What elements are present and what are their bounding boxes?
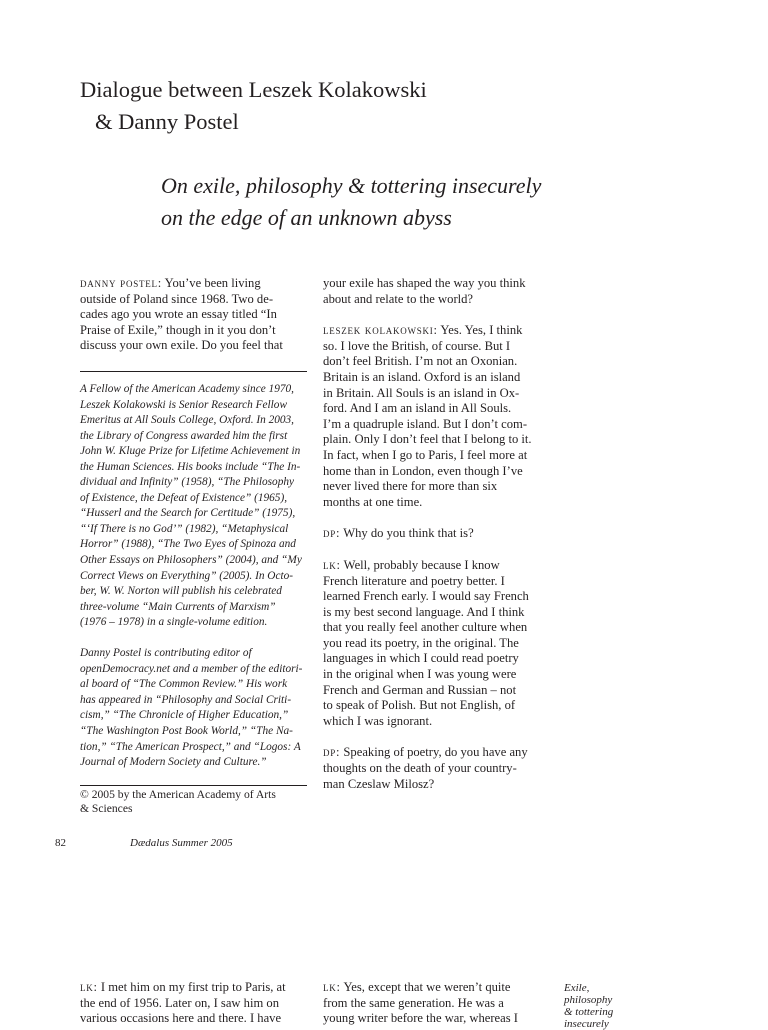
divider-rule [80, 785, 307, 786]
next-page-left-column [80, 980, 286, 1027]
bio-line: dividual and Infinity” (1958), “The Philosophy [80, 476, 295, 489]
dialogue-line [80, 980, 286, 996]
dialogue-line: the end of 1956. Later on, I saw him on [80, 995, 280, 1010]
speaker-label: leszek kolakowski: [323, 323, 438, 338]
dialogue-line: is my best second language. And I think [323, 604, 525, 619]
dialogue-line: discuss your own exile. Do you feel that [80, 338, 283, 353]
copyright-line: © 2005 by the American Academy of Arts [80, 788, 276, 801]
margin-line: insecurely [564, 1018, 609, 1030]
divider-rule [80, 371, 307, 372]
bio-line: A Fellow of the American Academy since 1970, [80, 383, 294, 395]
dialogue-line: which I was ignorant. [323, 713, 433, 728]
dialogue-text: You’ve been living [161, 276, 261, 290]
dialogue-line: to speak of Polish. But not English, of [323, 698, 516, 713]
dialogue-line: home than in London, even though I’ve [323, 463, 523, 478]
dialogue-text: I met him on my first trip to Paris, at [97, 980, 286, 994]
dialogue-line: French literature and poetry better. I [323, 573, 505, 588]
page-number: 82 [55, 837, 66, 849]
margin-line: & tottering [564, 1006, 614, 1018]
journal-footer: Dædalus Summer 2005 [130, 837, 233, 849]
dialogue-line: young writer before the war, whereas I [323, 1011, 518, 1026]
speaker-label: danny postel: [80, 276, 162, 290]
dialogue-text: Speaking of poetry, do you have any [340, 745, 528, 760]
copyright-line: & Sciences [80, 802, 133, 815]
bio-line: “‘If There is no God’” (1982), “Metaphysical [80, 522, 289, 535]
bio-line: John W. Kluge Prize for Lifetime Achievement in [80, 445, 301, 458]
bio-line: of Existence, the Defeat of Existence” (1965), [80, 491, 288, 504]
margin-line: Exile, [564, 982, 590, 994]
column-right-dialogue [323, 276, 555, 792]
dialogue-line: In fact, when I go to Paris, I feel more at [323, 447, 528, 462]
bio-line: has appeared in “Philosophy and Social Criti- [80, 693, 292, 706]
dialogue-line: cades ago you wrote an essay titled “In [80, 307, 277, 322]
bio-line: al board of “The Common Review.” His work [80, 678, 288, 691]
dialogue-line: thoughts on the death of your country- [323, 761, 517, 776]
dialogue-line: in the original when I was young were [323, 667, 517, 682]
bio-line: openDemocracy.net and a member of the editori- [80, 662, 303, 675]
dialogue-line [323, 980, 518, 996]
article-subtitle [161, 170, 721, 233]
speaker-label: lk: [323, 980, 341, 994]
bio-kolakowski [80, 382, 310, 631]
bio-line: Horror” (1988), “The Two Eyes of Spinoza and [80, 538, 296, 551]
bio-line: Emeritus at All Souls College, Oxford. In 2003, [80, 414, 295, 427]
dialogue-line [323, 526, 555, 542]
dialogue-line: Britain is an island. Oxford is an island [323, 369, 521, 384]
speaker-label: lk: [323, 557, 341, 572]
bio-line: (1976 – 1978) in a single-volume edition. [80, 616, 268, 629]
article-title [80, 74, 640, 138]
dialogue-text: Yes. Yes, I think [437, 323, 523, 338]
dialogue-line: never lived there for more than six [323, 479, 498, 494]
dialogue-line: man Czeslaw Milosz? [323, 776, 435, 791]
bio-line: three-volume “Main Currents of Marxism” [80, 600, 276, 613]
dialogue-line: you read its poetry, in the original. The [323, 635, 519, 650]
bio-line: Correct Views on Everything” (2005). In Octo- [80, 569, 294, 582]
dialogue-line [80, 276, 308, 292]
dialogue-line: I’m a quadruple island. But I don’t com- [323, 416, 528, 431]
speaker-label: dp: [323, 745, 341, 760]
dialogue-line: various occasions here and there. I have [80, 1011, 282, 1026]
bio-line: Danny Postel is contributing editor of [80, 647, 252, 660]
dialogue-line: that you really feel another culture when [323, 620, 528, 635]
dialogue-line: languages in which I could read poetry [323, 651, 519, 666]
subtitle-line-2: on the edge of an unknown abyss [161, 204, 452, 230]
copyright-notice [80, 788, 310, 816]
dialogue-line: outside of Poland since 1968. Two de- [80, 291, 274, 306]
column-left-dialogue [80, 276, 308, 354]
dialogue-line: your exile has shaped the way you think [323, 276, 526, 290]
dialogue-text: Why do you think that is? [340, 526, 474, 541]
dialogue-line [323, 323, 555, 339]
bio-line: the Library of Congress awarded him the first [80, 429, 288, 442]
dialogue-line: don’t feel British. I’m not an Oxonian. [323, 354, 518, 369]
bio-line: the Human Sciences. His books include “The In- [80, 460, 301, 473]
bio-line: tion,” “The American Prospect,” and “Logos: A [80, 740, 301, 753]
dialogue-line [323, 558, 555, 574]
dialogue-text: Well, probably because I know [340, 557, 500, 572]
dialogue-line: learned French early. I would say French [323, 589, 529, 604]
title-line-2: & Danny Postel [95, 109, 239, 134]
bio-line: “The Washington Post Book World,” “The Na- [80, 724, 293, 737]
bio-line: Leszek Kolakowski is Senior Research Fellow [80, 398, 287, 411]
next-page-right-column [323, 980, 518, 1027]
subtitle-line-1: On exile, philosophy & tottering insecurely [161, 173, 542, 198]
dialogue-line: about and relate to the world? [323, 291, 474, 306]
running-margin-title [564, 982, 644, 1030]
speaker-label: dp: [323, 526, 341, 541]
dialogue-line: months at one time. [323, 494, 423, 509]
bio-postel [80, 646, 310, 770]
bio-line: “Husserl and the Search for Certitude” (1975), [80, 507, 296, 520]
bio-line: Journal of Modern Society and Culture.” [80, 756, 267, 769]
bio-line: ber, W. W. Norton will publish his celebrated [80, 585, 282, 598]
dialogue-text: Yes, except that we weren’t quite [340, 980, 511, 994]
dialogue-line: in Britain. All Souls is an island in Ox- [323, 385, 520, 400]
dialogue-line [323, 745, 555, 761]
bio-line: cism,” “The Chronicle of Higher Education,” [80, 709, 289, 722]
margin-line: philosophy [564, 994, 613, 1006]
dialogue-line: ford. And I am an island in All Souls. [323, 401, 512, 416]
bio-line: Other Essays on Philosophers” (2004), and “My [80, 554, 302, 567]
speaker-label: lk: [80, 980, 98, 994]
dialogue-line: French and German and Russian – not [323, 682, 517, 697]
dialogue-line: Praise of Exile,” though in it you don’t [80, 322, 276, 337]
dialogue-line: so. I love the British, of course. But I [323, 338, 511, 353]
dialogue-line: from the same generation. He was a [323, 995, 504, 1010]
dialogue-line: plain. Only I don’t feel that I belong to it. [323, 432, 532, 447]
author-bios [80, 382, 310, 771]
title-line-1: Dialogue between Leszek Kolakowski [80, 77, 427, 102]
